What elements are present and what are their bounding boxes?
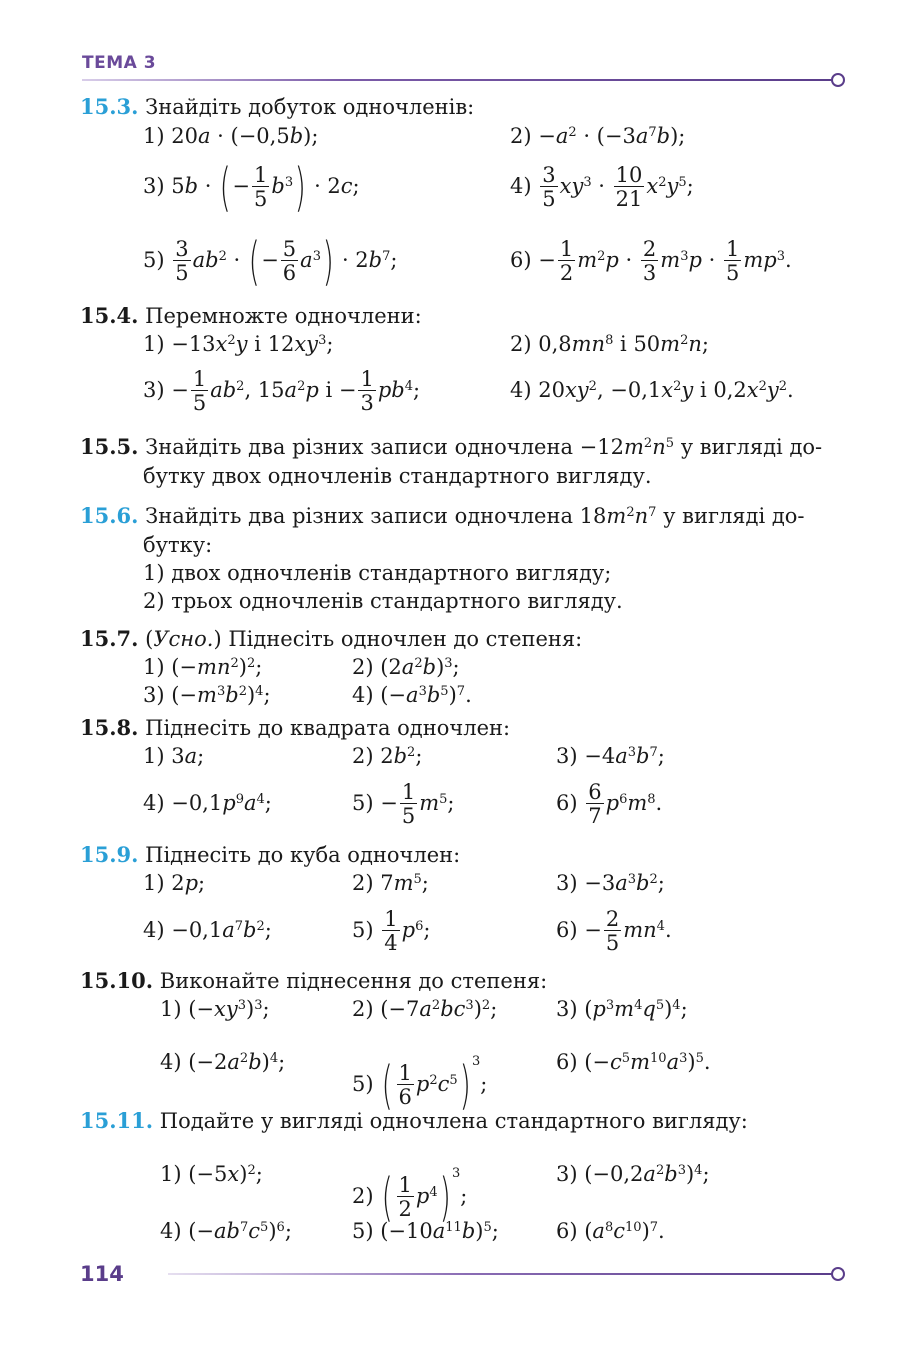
exercise-15-6: 15.6. Знайдіть два різних записи одночлена $18m^2n^7$ у вигляді до- (80, 503, 805, 528)
exercise-text: Знайдіть два різних записи одночлена (145, 504, 573, 528)
item-15-10-3: 3) $(p^3m^4q^5)^4$; (556, 997, 688, 1021)
item-15-6-2: 2) трьох одночленів стандартного вигляду. (143, 589, 623, 613)
exercise-number: 15.6. (80, 503, 139, 528)
item-15-3-2: $2) -a^2 \cdot (-3a^7b)$; (510, 124, 686, 148)
exercise-number: 15.9. (80, 842, 139, 867)
exercise-text: Піднесіть одночлен до степеня: (228, 627, 583, 651)
item-15-7-3: 3) $(-m^3b^2)^4$; (143, 683, 271, 707)
item-15-10-1: 1) $(-xy^3)^3$; (160, 997, 270, 1021)
item-15-8-6: 6) $\frac{6}{7}$ $p^6m^8$. (556, 780, 663, 828)
item-15-3-1: 1) 20a · (−0,5b); (143, 124, 319, 148)
item-15-10-6: 6) $(-c^5m^{10}a^3)^5$. (556, 1050, 711, 1074)
item-15-10-2: 2) $(-7a^2bc^3)^2$; (352, 997, 498, 1021)
page-number: 114 (80, 1262, 124, 1286)
item-15-3-3: 3) 5b · (− $\frac{1}{5}$ $b^3) \cdot 2c$; (143, 157, 360, 218)
exercise-text: бутку: (143, 533, 213, 557)
item-15-4-2: 2) $0,8mn^8$ і $50m^2n$; (510, 332, 709, 356)
exercise-text: бутку двох одночленів стандартного вигляду. (143, 464, 652, 488)
oral-label: Усно. (153, 627, 214, 651)
item-15-9-4: $4) -0,1a^7b^2$; (143, 918, 272, 942)
exercise-15-7: 15.7. (Усно.) Піднесіть одночлен до степеня: (80, 626, 583, 651)
item-15-9-1: 1) 2p; (143, 871, 206, 895)
item-15-9-3: $3) -3a^3b^2$; (556, 871, 665, 895)
exercise-15-9 (80, 840, 460, 870)
exercise-text: Виконайте піднесення до степеня: (159, 969, 548, 993)
exercise-number: 15.5. (80, 434, 139, 459)
item-15-6-1: 1) двох одночленів стандартного вигляду; (143, 561, 612, 585)
exercise-text: Перемножте одночлени: (145, 304, 422, 328)
item-15-3-4: 4) $\frac{3}{5}$ $xy^3$ · $\frac{10}{21}$ $x^2y^5$; (510, 163, 694, 211)
item-15-11-5: 5) $(-10a^{11}b)^5$; (352, 1219, 499, 1243)
exercise-15-5: 15.5. Знайдіть два різних записи одночлена $-12m^2n^5$ у вигляді до- (80, 434, 823, 459)
item-15-3-5: 5) $\frac{3}{5}$ $ab^2$ · (− $\frac{5}{6}$ $a^3) \cdot 2b^7$; (143, 231, 398, 292)
item-15-8-4: $4) -0,1p^9a^4$; (143, 791, 272, 815)
item-15-4-1: $1) -13x^2y$ і $12xy^3$; (143, 332, 334, 356)
exercise-number: 15.11. (80, 1108, 154, 1133)
exercise-text: Знайдіть добуток одночленів: (145, 95, 475, 119)
exercise-number: 15.7. (80, 626, 139, 651)
exercise-text: Подайте у вигляді одночлена стандартного вигляду: (159, 1109, 748, 1133)
item-15-8-1: 1) 3a; (143, 744, 205, 768)
header-rule-end-circle (831, 73, 845, 87)
item-15-11-3: 3) $(-0,2a^2b^3)^4$; (556, 1162, 710, 1186)
item-15-9-2: 2) $7m^5$; (352, 871, 429, 895)
exercise-15-8 (80, 713, 510, 743)
exercise-15-11 (80, 1106, 748, 1136)
footer-rule (168, 1273, 832, 1275)
exercise-text: Піднесіть до куба одночлен: (145, 843, 461, 867)
exercise-15-4 (80, 301, 422, 331)
exercise-text: Знайдіть два різних записи одночлена (145, 435, 573, 459)
footer-rule-end-circle (831, 1267, 845, 1281)
header-rule (82, 79, 832, 81)
item-15-10-5: 5) ( $\frac{1}{6}$ $p^2c^5$) $^3$; (352, 1054, 488, 1116)
exercise-text: у вигляді до- (680, 435, 823, 459)
item-15-7-4: 4) $(-a^3b^5)^7$. (352, 683, 472, 707)
item-15-8-5: 5) − $\frac{1}{5}$ $m^5$; (352, 780, 455, 828)
exercise-text: Піднесіть до квадрата одночлен: (145, 716, 511, 740)
exercise-15-3 (80, 92, 474, 122)
exercise-15-10 (80, 966, 547, 996)
item-15-7-2: 2) $(2a^2b)^3$; (352, 655, 460, 679)
item-15-11-1: 1) $(-5x)^2$; (160, 1162, 263, 1186)
item-15-8-3: $3) -4a^3b^7$; (556, 744, 665, 768)
topic-label: ТЕМА 3 (82, 53, 157, 73)
item-15-8-2: 2) $2b^2$; (352, 744, 423, 768)
item-15-11-6: 6) $(a^8c^{10})^7$. (556, 1219, 665, 1243)
exercise-number: 15.3. (80, 94, 139, 119)
exercise-text: у вигляді до- (663, 504, 805, 528)
item-15-10-4: 4) $(-2a^2b)^4$; (160, 1050, 286, 1074)
item-15-11-2: 2) ( $\frac{1}{2}$ $p^4$) $^3$; (352, 1166, 468, 1228)
item-15-9-6: 6) − $\frac{2}{5}$ $mn^4$. (556, 907, 672, 955)
item-15-4-4: 4) $20xy^2$, $-0,1x^2y$ і $0,2x^2y^2$. (510, 378, 794, 402)
exercise-number: 15.8. (80, 715, 139, 740)
exercise-number: 15.4. (80, 303, 139, 328)
exercise-number: 15.10. (80, 968, 154, 993)
item-15-3-6: 6) − $\frac{1}{2}$ $m^2p$ · $\frac{2}{3}$ $m^3p$ · $\frac{1}{5}$ $mp^3$. (510, 237, 792, 285)
item-15-7-1: 1) $(-mn^2)^2$; (143, 655, 263, 679)
item-15-9-5: 5) $\frac{1}{4}$ $p^6$; (352, 907, 431, 955)
item-15-11-4: 4) $(-ab^7c^5)^6$; (160, 1219, 292, 1243)
item-15-4-3: 3) − $\frac{1}{5}$ $ab^2$, $15a^2p$ і − $\frac{1}{3}$ $pb^4$; (143, 367, 421, 415)
